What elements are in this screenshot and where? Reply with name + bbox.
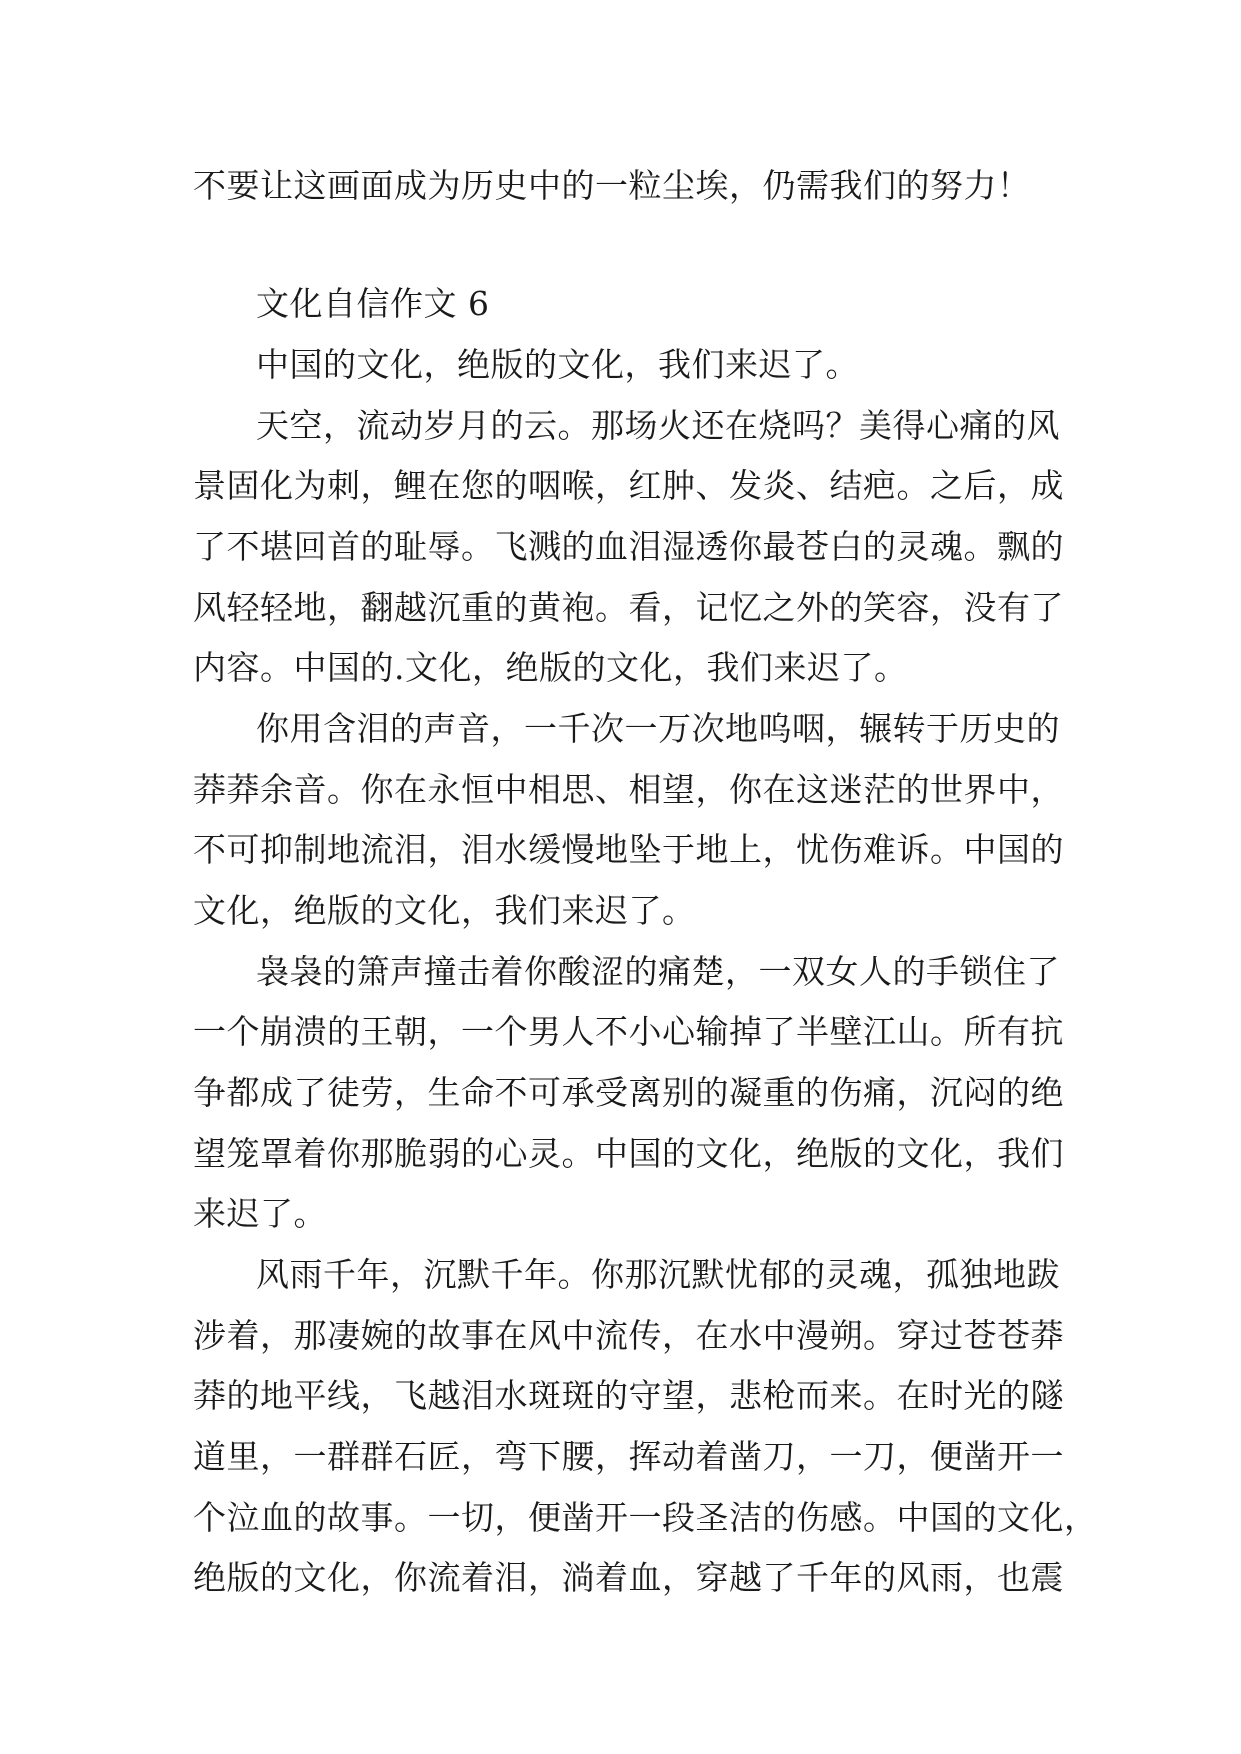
paragraph-line: 个泣血的故事。一切，便凿开一段圣洁的伤感。中国的文化， — [193, 1498, 1098, 1537]
paragraph-line: 莽的地平线，飞越泪水斑斑的守望，悲枪而来。在时光的隧 — [193, 1376, 1064, 1415]
paragraph-line: 中国的文化，绝版的文化，我们来迟了。 — [256, 345, 859, 384]
paragraph-line: 来迟了。 — [193, 1194, 327, 1233]
essay-heading: 文化自信作文 6 — [256, 284, 490, 323]
paragraph-line: 道里，一群群石匠，弯下腰，挥动着凿刀，一刀，便凿开一 — [193, 1437, 1064, 1476]
paragraph-line: 你用含泪的声音，一千次一万次地呜咽，辗转于历史的 — [256, 709, 1060, 748]
paragraph-line: 文化，绝版的文化，我们来迟了。 — [193, 891, 696, 930]
paragraph-line: 了不堪回首的耻辱。飞溅的血泪湿透你最苍白的灵魂。飘的 — [193, 527, 1064, 566]
paragraph-line: 绝版的文化，你流着泪，淌着血，穿越了千年的风雨，也震 — [193, 1558, 1064, 1597]
paragraph-line: 涉着，那凄婉的故事在风中流传，在水中漫朔。穿过苍苍莽 — [193, 1316, 1064, 1355]
paragraph-line: 景固化为刺，鲤在您的咽喉，红肿、发炎、结疤。之后，成 — [193, 466, 1064, 505]
paragraph-line: 一个崩溃的王朝，一个男人不小心输掉了半壁江山。所有抗 — [193, 1012, 1064, 1051]
paragraph-line: 不可抑制地流泪，泪水缓慢地坠于地上，忧伤难诉。中国的 — [193, 830, 1064, 869]
closing-line: 不要让这画面成为历史中的一粒尘埃，仍需我们的努力！ — [193, 166, 1031, 205]
paragraph-line: 内容。中国的.文化，绝版的文化，我们来迟了。 — [193, 648, 908, 687]
paragraph-line: 天空，流动岁月的云。那场火还在烧吗？美得心痛的风 — [256, 406, 1060, 445]
paragraph-line: 风轻轻地，翻越沉重的黄袍。看，记忆之外的笑容，没有了 — [193, 588, 1064, 627]
paragraph-line: 风雨千年，沉默千年。你那沉默忧郁的灵魂，孤独地跋 — [256, 1255, 1060, 1294]
paragraph-line: 莽莽余音。你在永恒中相思、相望，你在这迷茫的世界中， — [193, 770, 1064, 809]
paragraph-line: 望笼罩着你那脆弱的心灵。中国的文化，绝版的文化，我们 — [193, 1134, 1064, 1173]
paragraph-line: 争都成了徒劳，生命不可承受离别的凝重的伤痛，沉闷的绝 — [193, 1073, 1064, 1112]
paragraph-line: 袅袅的箫声撞击着你酸涩的痛楚，一双女人的手锁住了 — [256, 952, 1060, 991]
